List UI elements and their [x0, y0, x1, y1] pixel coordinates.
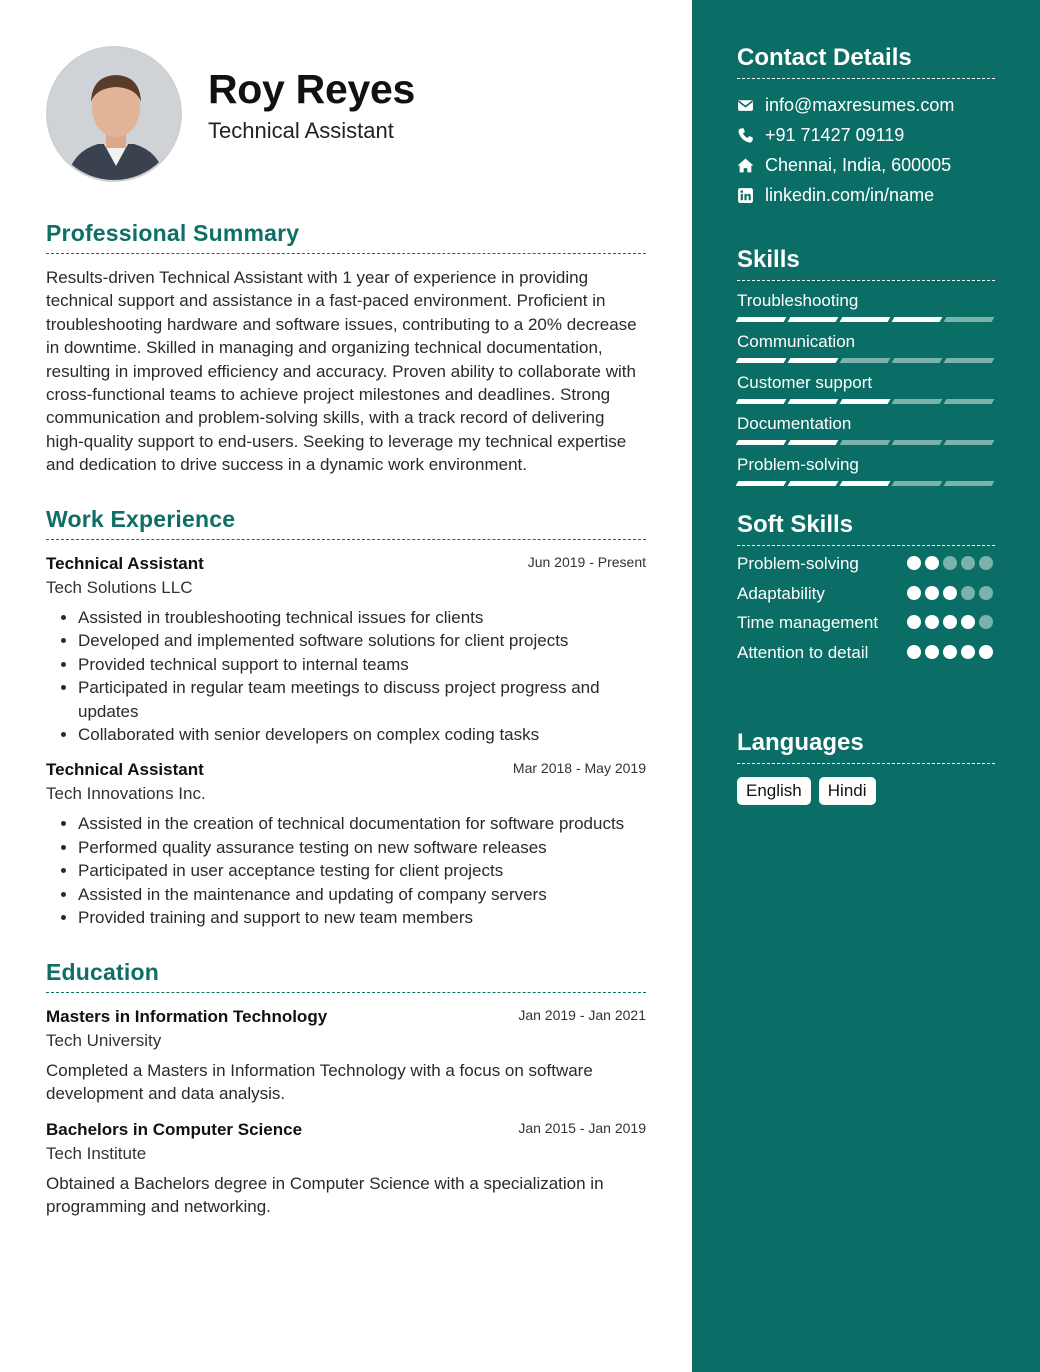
- skill-level-segment: [736, 358, 787, 363]
- list-item: • Participated in regular team meetings to discuss project progress and updates: [78, 676, 646, 723]
- rating-dot: [943, 615, 957, 629]
- skills-list: [737, 291, 995, 486]
- list-item: • Participated in user acceptance testing for client projects: [78, 859, 646, 882]
- languages-list: [737, 777, 995, 805]
- skill-level-segment: [788, 481, 839, 486]
- skill-level-segment: [736, 399, 787, 404]
- rating-dot: [925, 615, 939, 629]
- soft-skill-rating: [907, 586, 993, 600]
- education-date: Jan 2019 - Jan 2021: [518, 1007, 646, 1023]
- soft-skill-item: [737, 611, 995, 635]
- rating-dot: [925, 586, 939, 600]
- job-date: Jun 2019 - Present: [527, 554, 646, 570]
- rating-dot: [907, 556, 921, 570]
- rating-dot: [979, 615, 993, 629]
- list-item: • Developed and implemented software solutions for client projects: [78, 629, 646, 652]
- skill-name: Customer support: [737, 373, 873, 392]
- skill-name: Documentation: [737, 414, 852, 433]
- skill-level-segment: [840, 317, 891, 322]
- linkedin-text: linkedin.com/in/name: [765, 184, 935, 205]
- contact-linkedin[interactable]: [737, 180, 995, 210]
- education-entry: [46, 1120, 646, 1219]
- soft-skill-item: [737, 552, 995, 576]
- list-item: • Assisted in troubleshooting technical issues for clients: [78, 606, 646, 629]
- skill-level-segment: [788, 358, 839, 363]
- skill-item: [737, 373, 995, 404]
- skill-level-segment: [736, 481, 787, 486]
- home-icon: [737, 157, 754, 174]
- skill-level-segment: [944, 481, 995, 486]
- rating-dot: [925, 645, 939, 659]
- skill-item: [737, 291, 995, 322]
- soft-skill-name: Attention to detail: [737, 642, 869, 662]
- education-description: Obtained a Bachelors degree in Computer Science with a specialization in programming and networking.: [46, 1173, 604, 1217]
- linkedin-icon: [737, 187, 754, 204]
- skill-level-segment: [788, 399, 839, 404]
- contact-address: [737, 150, 995, 180]
- soft-skill-rating: [907, 645, 993, 659]
- list-item: • Provided technical support to internal teams: [78, 653, 646, 676]
- address-text: Chennai, India, 600005: [765, 154, 952, 175]
- skill-level-bar: [737, 358, 995, 363]
- contact-phone[interactable]: [737, 120, 995, 150]
- skill-level-bar: [737, 440, 995, 445]
- school-name: Tech Institute: [46, 1143, 147, 1163]
- summary-heading: Professional Summary: [46, 220, 646, 254]
- soft-skill-rating: [907, 615, 993, 629]
- contact-section: [737, 44, 995, 210]
- education-description: Completed a Masters in Information Technology with a focus on software development and data analysis.: [46, 1061, 593, 1104]
- job-date: Mar 2018 - May 2019: [512, 760, 646, 777]
- rating-dot: [979, 556, 993, 570]
- skill-name: Problem-solving: [737, 455, 859, 474]
- job-title: Technical Assistant: [46, 760, 204, 780]
- soft-skill-item: [737, 641, 995, 665]
- skill-level-segment: [840, 481, 891, 486]
- phone-text: +91 71427 09119: [765, 124, 905, 145]
- candidate-title: Technical Assistant: [208, 118, 394, 143]
- skills-heading: Skills: [737, 246, 995, 281]
- sidebar: [692, 0, 1040, 1372]
- soft-skills-list: [737, 552, 995, 664]
- summary-text: Results-driven Technical Assistant with 1 year of experience in providing technical support and assistance in a fast-paced environment. Proficient in troubleshooting hardware and software issues, contributing to a 20% decrease in downtime. Skilled in managing and organizing technical documentation, resulting in improved efficiency and accuracy. Proven ability to collaborate with cross-functional teams to achieve project milestones and deadlines. Strong communication and problem-solving skills, with a track record of delivering high-quality support to end-users. Seeking to leverage my technical expertise and dedication to drive success in a dynamic work environment.: [46, 268, 637, 475]
- education-heading: Education: [46, 959, 646, 993]
- candidate-name: Roy Reyes: [208, 66, 415, 112]
- skill-item: [737, 332, 995, 363]
- contact-email[interactable]: [737, 90, 995, 120]
- skill-level-segment: [840, 440, 891, 445]
- avatar-icon: [48, 48, 182, 182]
- skill-level-segment: [892, 399, 943, 404]
- language-badge: Hindi: [819, 777, 876, 805]
- phone-icon: [737, 127, 754, 144]
- skill-level-segment: [736, 440, 787, 445]
- rating-dot: [961, 645, 975, 659]
- rating-dot: [943, 586, 957, 600]
- skill-level-segment: [944, 399, 995, 404]
- education-entry: [46, 1007, 646, 1106]
- degree-title: Masters in Information Technology: [46, 1007, 328, 1026]
- skill-level-segment: [840, 358, 891, 363]
- skill-item: [737, 414, 995, 445]
- skill-level-segment: [944, 317, 995, 322]
- skill-level-segment: [892, 358, 943, 363]
- summary-section: [46, 220, 646, 477]
- skill-level-segment: [788, 317, 839, 322]
- education-section: [46, 959, 646, 1219]
- profile-photo: [46, 46, 182, 182]
- skill-level-bar: [737, 481, 995, 486]
- soft-skills-section: [737, 511, 995, 664]
- rating-dot: [943, 556, 957, 570]
- skill-name: Troubleshooting: [737, 291, 859, 310]
- envelope-icon: [737, 97, 754, 114]
- degree-title: Bachelors in Computer Science: [46, 1119, 303, 1139]
- soft-skill-name: Time management: [737, 613, 879, 632]
- language-badge: English: [737, 777, 811, 805]
- list-item: • Assisted in the creation of technical documentation for software products: [78, 812, 646, 835]
- job-company: Tech Solutions LLC: [46, 578, 193, 597]
- job-entry: [46, 760, 646, 929]
- job-bullets: [46, 606, 646, 746]
- rating-dot: [907, 586, 921, 600]
- skill-item: [737, 455, 995, 486]
- education-date: Jan 2015 - Jan 2019: [518, 1119, 646, 1136]
- experience-section: [46, 506, 646, 929]
- rating-dot: [943, 645, 957, 659]
- job-title: Technical Assistant: [46, 554, 204, 573]
- soft-skills-heading: Soft Skills: [737, 511, 995, 546]
- list-item: • Assisted in the maintenance and updating of company servers: [78, 883, 646, 906]
- rating-dot: [925, 556, 939, 570]
- soft-skill-name: Adaptability: [737, 583, 825, 603]
- skill-level-segment: [840, 399, 891, 404]
- skill-level-segment: [892, 317, 943, 322]
- email-text: info@maxresumes.com: [765, 94, 955, 115]
- rating-dot: [907, 645, 921, 659]
- list-item: • Collaborated with senior developers on complex coding tasks: [78, 723, 646, 746]
- experience-heading: Work Experience: [46, 506, 646, 540]
- rating-dot: [979, 645, 993, 659]
- list-item: • Performed quality assurance testing on new software releases: [78, 836, 646, 859]
- skill-level-segment: [736, 317, 787, 322]
- job-entry: [46, 554, 646, 746]
- skill-level-segment: [892, 481, 943, 486]
- skill-level-segment: [944, 440, 995, 445]
- job-bullets: [46, 812, 646, 929]
- rating-dot: [961, 586, 975, 600]
- rating-dot: [961, 615, 975, 629]
- skills-section: [737, 246, 995, 486]
- skill-level-bar: [737, 317, 995, 322]
- skill-name: Communication: [737, 332, 856, 351]
- job-company: Tech Innovations Inc.: [46, 784, 206, 804]
- skill-level-segment: [944, 358, 995, 363]
- school-name: Tech University: [46, 1031, 162, 1050]
- rating-dot: [907, 615, 921, 629]
- languages-section: [737, 729, 995, 805]
- soft-skill-name: Problem-solving: [737, 554, 859, 573]
- languages-heading: Languages: [737, 729, 995, 764]
- skill-level-segment: [892, 440, 943, 445]
- skill-level-segment: [788, 440, 839, 445]
- rating-dot: [961, 556, 975, 570]
- contact-heading: Contact Details: [737, 44, 995, 79]
- rating-dot: [979, 586, 993, 600]
- soft-skill-rating: [907, 556, 993, 570]
- skill-level-bar: [737, 399, 995, 404]
- list-item: • Provided training and support to new team members: [78, 906, 646, 929]
- soft-skill-item: [737, 582, 995, 606]
